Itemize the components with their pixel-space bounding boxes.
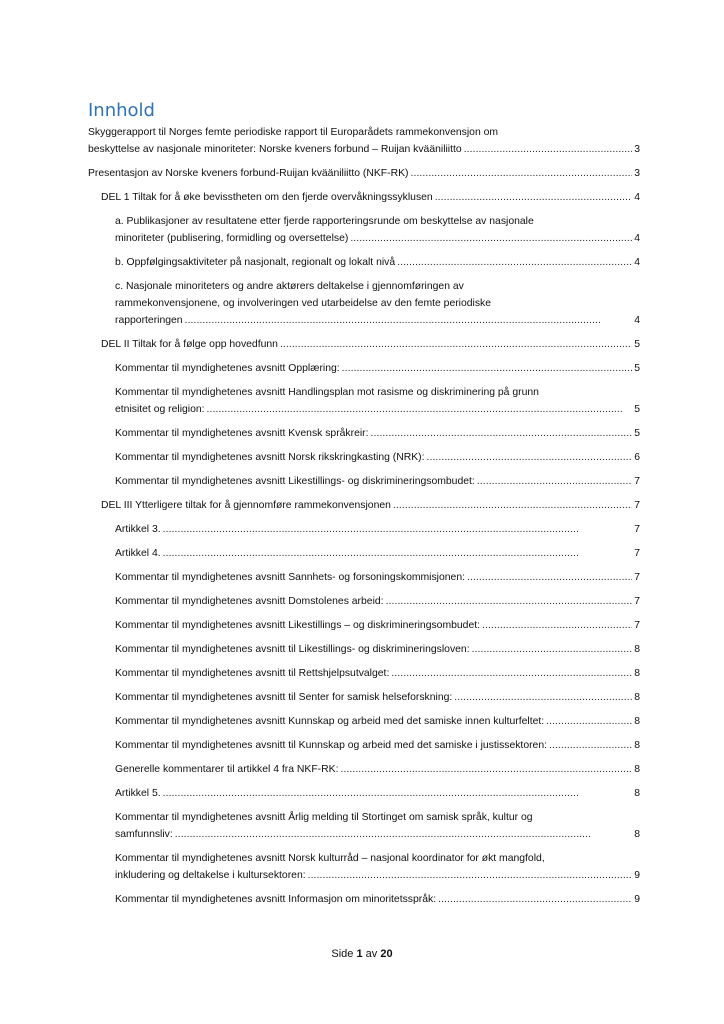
dot-leader (386, 593, 633, 610)
toc-entry[interactable] (101, 497, 642, 514)
toc-entry[interactable] (101, 336, 642, 353)
toc-entry-text: etnisitet og religion: (115, 404, 205, 415)
toc-entry-text: Presentasjon av Norske kveners forbund-Ruijan kvääniliitto (NKF-RK) (88, 168, 409, 179)
toc-page-number: 7 (634, 572, 640, 583)
toc-entry-text: a. Publikasjoner av resultatene etter fjerde rapporteringsrunde om beskyttelse av nasjonale (115, 216, 534, 227)
toc-entry[interactable] (115, 641, 642, 658)
toc-entry-text: b. Oppfølgingsaktiviteter på nasjonalt, regionalt og lokalt nivå (115, 257, 396, 268)
toc-page-number: 3 (634, 144, 640, 155)
toc-entry-text: Generelle kommentarer til artikkel 4 fra NKF-RK: (115, 764, 339, 775)
toc-entry-text: inkludering og deltakelse i kultursektoren: (115, 870, 306, 881)
toc-entry[interactable] (115, 713, 642, 730)
toc-entry-text: beskyttelse av nasjonale minoriteter: Norske kveners forbund – Ruijan kvääniliitto (88, 144, 462, 155)
toc-entry-text: Kommentar til myndighetenes avsnitt Sannhets- og forsoningskommisjonen: (115, 572, 465, 583)
toc-entry[interactable] (115, 665, 642, 682)
toc-page-number: 5 (634, 363, 640, 374)
toc-entry[interactable] (115, 449, 642, 466)
toc-entry-text: rammekonvensjonene, og involveringen ved utarbeidelse av den femte periodiske (115, 298, 492, 309)
toc-entry[interactable] (115, 593, 642, 610)
toc-page-number: 8 (634, 692, 640, 703)
toc-entry-text: Kommentar til myndighetenes avsnitt til Likestillings- og diskrimineringsloven: (115, 644, 470, 655)
toc-entry-text: Kommentar til myndighetenes avsnitt Opplæring: (115, 363, 340, 374)
dot-leader (549, 737, 632, 754)
toc-entry[interactable] (115, 545, 642, 562)
toc-page-number: 5 (634, 428, 640, 439)
toc-entry[interactable] (115, 213, 642, 247)
toc-entry[interactable] (115, 785, 642, 802)
toc-entry[interactable] (115, 689, 642, 706)
toc-page-number: 8 (634, 716, 640, 727)
toc-page-number: 5 (634, 404, 640, 415)
toc-entry-text: Kommentar til myndighetenes avsnitt Domstolenes arbeid: (115, 596, 384, 607)
footer-prefix: Side (331, 948, 354, 960)
dot-leader (454, 689, 632, 706)
toc-entry-text: Kommentar til myndighetenes avsnitt Likestillings- og diskrimineringsombudet: (115, 476, 475, 487)
toc-entry-text: DEL II Tiltak for å følge opp hovedfunn (101, 339, 278, 350)
toc-page-number: 7 (634, 524, 640, 535)
page-footer (0, 948, 724, 960)
footer-middle: av (365, 948, 378, 960)
dot-leader (308, 867, 633, 884)
toc-entry-text: DEL 1 Tiltak for å øke bevisstheten om den fjerde overvåkningssyklusen (101, 192, 433, 203)
dot-leader (391, 665, 632, 682)
toc-entry[interactable] (115, 617, 642, 634)
toc-entry-text: DEL III Ytterligere tiltak for å gjennomføre rammekonvensjonen (101, 500, 391, 511)
toc-page-number: 8 (634, 668, 640, 679)
dot-leader (438, 891, 632, 908)
dot-leader (411, 165, 633, 182)
dot-leader (472, 641, 633, 658)
toc-page-number: 7 (634, 500, 640, 511)
toc-entry[interactable] (115, 360, 642, 377)
dot-leader (350, 230, 632, 247)
dot-leader (397, 254, 632, 271)
toc-entry-text: Kommentar til myndighetenes avsnitt til Rettshjelpsutvalget: (115, 668, 390, 679)
toc-page-number: 4 (634, 315, 640, 326)
toc-entry-text: Kommentar til myndighetenes avsnitt Kunnskap og arbeid med det samiske innen kulturfeltet: (115, 716, 545, 727)
footer-total-pages: 20 (380, 948, 393, 960)
toc-entry-text: Kommentar til myndighetenes avsnitt til Kunnskap og arbeid med det samiske i justissektoren: (115, 740, 547, 751)
toc-page-number: 8 (634, 788, 640, 799)
toc-entry[interactable] (115, 569, 642, 586)
toc-entry-text: Kommentar til myndighetenes avsnitt Handlingsplan mot rasisme og diskriminering på grunn (115, 387, 539, 398)
toc-page-number: 5 (634, 339, 640, 350)
toc-page-number: 8 (634, 740, 640, 751)
toc-entry-text: Artikkel 5. (115, 788, 161, 799)
dot-leader (163, 521, 633, 538)
dot-leader (207, 401, 633, 418)
dot-leader (546, 713, 632, 730)
toc-entry[interactable] (115, 809, 642, 843)
dot-leader (342, 360, 633, 377)
dot-leader (340, 761, 632, 778)
toc-entry-text: samfunnsliv: (115, 829, 173, 840)
toc-page-number: 7 (634, 548, 640, 559)
toc-page-number: 7 (634, 596, 640, 607)
toc-entry-text: Kommentar til myndighetenes avsnitt Informasjon om minoritetsspråk: (115, 894, 437, 905)
toc-entry[interactable] (115, 278, 642, 329)
toc-entry-text: Kommentar til myndighetenes avsnitt Årlig melding til Stortinget om samisk språk, kultur og (115, 812, 533, 823)
dot-leader (482, 617, 632, 634)
toc-page-number: 6 (634, 452, 640, 463)
dot-leader (467, 569, 632, 586)
toc-entry[interactable] (115, 761, 642, 778)
toc-entry[interactable] (115, 850, 642, 884)
dot-leader (280, 336, 632, 353)
dot-leader (163, 785, 633, 802)
toc-page-number: 7 (634, 620, 640, 631)
toc-entry[interactable] (88, 124, 642, 158)
dot-leader (185, 312, 633, 329)
dot-leader (175, 826, 632, 843)
toc-page-number: 8 (634, 829, 640, 840)
toc-entry-text: Artikkel 3. (115, 524, 161, 535)
dot-leader (393, 497, 632, 514)
toc-entry-text: c. Nasjonale minoriteters og andre aktørers deltakelse i gjennomføringen av (115, 281, 464, 292)
toc-page-number: 7 (634, 476, 640, 487)
toc-entry[interactable] (115, 425, 642, 442)
toc-page-number: 8 (634, 644, 640, 655)
toc-entry-text: Kommentar til myndighetenes avsnitt til Senter for samisk helseforskning: (115, 692, 453, 703)
dot-leader (435, 189, 633, 206)
toc-entry[interactable] (115, 891, 642, 908)
toc-entry-text: rapporteringen (115, 315, 183, 326)
toc-page-number: 9 (634, 894, 640, 905)
footer-current-page: 1 (356, 948, 363, 960)
toc-page-number: 9 (634, 870, 640, 881)
toc-page-number: 4 (634, 192, 640, 203)
dot-leader (371, 425, 633, 442)
toc-entry-text: Skyggerapport til Norges femte periodiske rapport til Europarådets rammekonvensjon om (88, 127, 499, 138)
dot-leader (464, 141, 633, 158)
toc-entry[interactable] (115, 521, 642, 538)
toc-entry[interactable] (101, 189, 642, 206)
toc-heading: Innhold (88, 100, 155, 121)
dot-leader (163, 545, 633, 562)
toc-page-number: 8 (634, 764, 640, 775)
toc-entry[interactable] (115, 254, 642, 271)
toc-entry-text: Kommentar til myndighetenes avsnitt Norsk kulturråd – nasjonal koordinator for økt mangfold, (115, 853, 545, 864)
toc-page-number: 3 (634, 168, 640, 179)
toc-entry-text: Kommentar til myndighetenes avsnitt Kvensk språkreir: (115, 428, 369, 439)
toc-entry[interactable] (115, 384, 642, 418)
dot-leader (477, 473, 632, 490)
toc-entry-text: Kommentar til myndighetenes avsnitt Norsk rikskringkasting (NRK): (115, 452, 425, 463)
toc-entry[interactable] (115, 737, 642, 754)
toc-page-number: 4 (634, 233, 640, 244)
toc-entry-text: minoriteter (publisering, formidling og oversettelse) (115, 233, 349, 244)
toc-entry[interactable] (115, 473, 642, 490)
toc-entry[interactable] (88, 165, 642, 182)
toc-entry-text: Kommentar til myndighetenes avsnitt Likestillings – og diskrimineringsombudet: (115, 620, 480, 631)
toc-page-number: 4 (634, 257, 640, 268)
toc-entry-text: Artikkel 4. (115, 548, 161, 559)
dot-leader (427, 449, 633, 466)
